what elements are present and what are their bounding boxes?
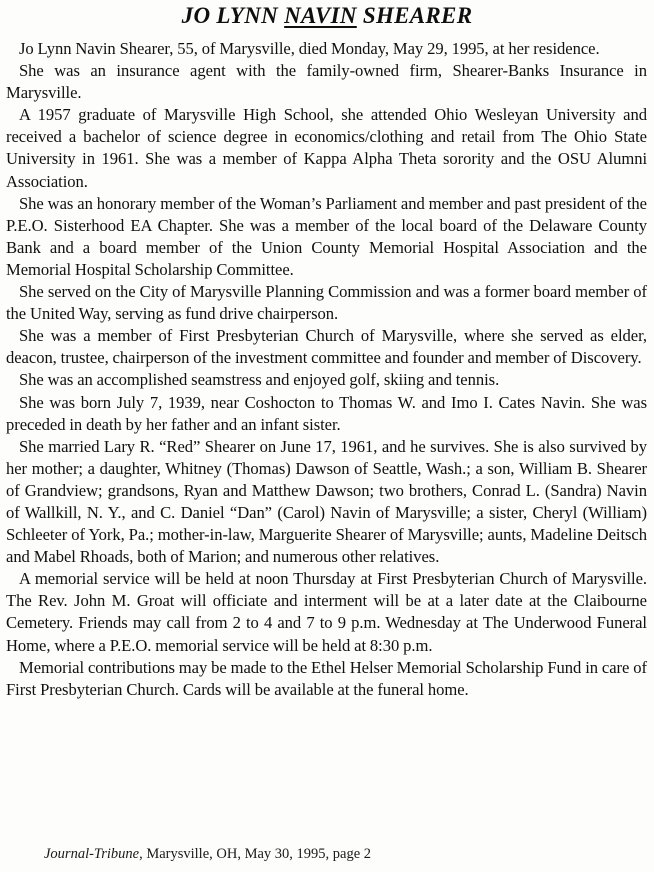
- paragraph-civic-service: She served on the City of Marysville Planning Commission and was a former board member of the United Way, serving as fund drive chairperson.: [6, 282, 647, 324]
- obituary-body: [6, 38, 647, 701]
- paragraph-death-notice: Jo Lynn Navin Shearer, 55, of Marysville, died Monday, May 29, 1995, at her residence.: [19, 39, 600, 58]
- headline-underlined-name: NAVIN: [284, 3, 357, 28]
- paragraph-church: She was a member of First Presbyterian Church of Marysville, where she served as elder, deacon, trustee, chairperson of the investment committee and founder and member of Discovery.: [6, 326, 647, 368]
- paragraph-memberships: She was an honorary member of the Woman’s Parliament and member and past president of the P.E.O. Sisterhood EA Chapter. She was a member of the local board of the Delaware County Bank and a board member of the Union County Memorial Hospital Association and the Memorial Hospital Scholarship Committee.: [6, 193, 647, 279]
- obituary-headline: [182, 3, 473, 29]
- headline-first-names: JO LYNN: [181, 3, 285, 28]
- headline-surname: SHEARER: [356, 3, 473, 28]
- paragraph-survivors: She married Lary R. “Red” Shearer on June 17, 1961, and he survives. She is also survived by her mother; a daughter, Whitney (Thomas) Dawson of Seattle, Wash.; a son, William B. Shearer of Grandview; grandsons, Ryan and Matthew Dawson; two brothers, Conrad L. (Sandra) Navin of Wallkill, N. Y., and C. Daniel “Dan” (Carol) Navin of Marysville; a sister, Cheryl (William) Schleeter of York, Pa.; mother-in-law, Marguerite Shearer of Marysville; aunts, Madeline Deitsch and Mabel Rhoads, both of Marion; and numerous other relatives.: [6, 436, 647, 567]
- paragraph-hobbies: She was an accomplished seamstress and enjoyed golf, skiing and tennis.: [19, 370, 500, 390]
- paragraph-occupation: She was an insurance agent with the family-owned firm, Shearer-Banks Insurance in Marysville.: [6, 61, 647, 103]
- headline-row: [0, 3, 654, 29]
- paragraph-birth: She was born July 7, 1939, near Coshocton to Thomas W. and Imo I. Cates Navin. She was preceded in death by her father and an infant sister.: [6, 392, 647, 434]
- source-details: , Marysville, OH, May 30, 1995, page 2: [139, 846, 372, 862]
- paragraph-education: A 1957 graduate of Marysville High School, she attended Ohio Wesleyan University and received a bachelor of science degree in economics/clothing and retail from The Ohio State University in 1961. She was a member of Kappa Alpha Theta sorority and the OSU Alumni Association.: [6, 105, 647, 191]
- paragraph-contributions: Memorial contributions may be made to the Ethel Helser Memorial Scholarship Fund in care of First Presbyterian Church. Cards will be available at the funeral home.: [6, 657, 647, 699]
- source-publication: Journal-Tribune: [44, 846, 140, 862]
- source-citation: [44, 845, 371, 863]
- paragraph-memorial-service: A memorial service will be held at noon Thursday at First Presbyterian Church of Marysville. The Rev. John M. Groat will officiate and interment will be at a later date at the Claibourne Cemetery. Friends may call from 2 to 4 and 7 to 9 p.m. Wednesday at The Underwood Funeral Home, where a P.E.O. memorial service will be held at 8:30 p.m.: [6, 569, 647, 655]
